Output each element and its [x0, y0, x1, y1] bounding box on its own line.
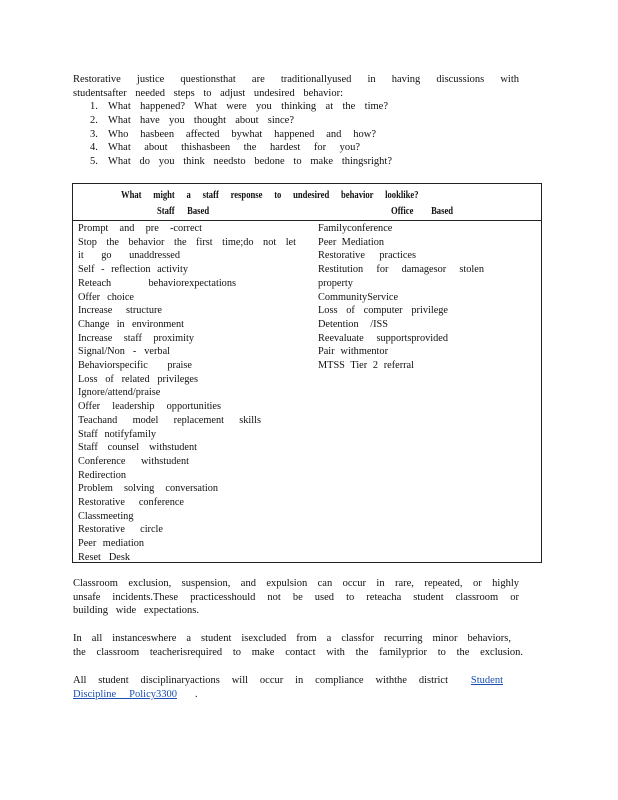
list-item: property	[318, 277, 353, 289]
list-item: Familyconference	[318, 223, 393, 234]
list-item: Reteach behaviorexpectations	[78, 277, 236, 289]
policy-link[interactable]: Discipline Policy3300	[73, 688, 177, 700]
list-item: Loss of computer privilege	[318, 305, 448, 317]
paragraph-line: building wide expectations.	[73, 605, 199, 617]
paragraph-line: the classroom teacherisrequired to make contact with the familyprior to the exclusion.	[73, 646, 523, 658]
paragraph-line: Classroom exclusion, suspension, and expulsion can occur in rare, repeated, or highly	[73, 578, 519, 589]
paragraph-line: In all instanceswhere a student isexcluded from a classfor recurring minor behaviors,	[73, 633, 511, 644]
office-based-header: Office Based	[391, 206, 454, 217]
list-item: 3. Who hasbeen affected bywhat happened and how?	[90, 128, 376, 140]
list-item: Reset Desk	[78, 551, 130, 563]
restorative-questions-list	[90, 100, 392, 169]
list-item: Peer mediation	[78, 538, 144, 550]
list-item: Stop the behavior the first time;do not let	[78, 236, 296, 248]
list-item: Ignore/attend/praise	[78, 387, 161, 399]
list-item: Restorative circle	[78, 524, 163, 536]
list-item: Increase staff proximity	[78, 332, 194, 344]
list-item: Classmeeting	[78, 510, 134, 522]
compliance-paragraph	[73, 674, 519, 701]
list-item: Offer choice	[78, 291, 134, 303]
list-item: Pair withmentor	[318, 346, 388, 358]
list-item: 2. What have you thought about since?	[90, 114, 294, 126]
list-item: Detention /ISS	[318, 318, 388, 330]
table-header	[73, 184, 541, 221]
policy-link[interactable]: Student	[470, 675, 503, 686]
paragraph-end: .	[195, 688, 198, 700]
list-item: Problem solving conversation	[78, 483, 218, 495]
list-item: it go unaddressed	[78, 250, 180, 262]
paragraph-line: unsafe incidents.These practicesshould not be used to reteacha student classroom or	[73, 591, 519, 603]
list-item: Self - reflection activity	[78, 264, 188, 276]
intro-line-1: Restorative justice questionsthat are traditionallyused in having discussions with	[73, 74, 519, 85]
list-item: Redirection	[78, 469, 127, 481]
list-item: Conference withstudent	[78, 455, 189, 467]
list-item: Increase structure	[78, 305, 162, 317]
list-item: Signal/Non - verbal	[78, 346, 170, 358]
exclusion-paragraph	[73, 577, 519, 618]
instances-paragraph	[73, 632, 523, 659]
list-item: Prompt and pre -correct	[78, 223, 202, 234]
intro-line-2: studentsafter needed steps to adjust undesired behavior:	[73, 87, 343, 99]
list-item: Peer Mediation	[318, 236, 384, 248]
list-item: 4. What about thishasbeen the hardest for you?	[90, 142, 360, 154]
list-item: MTSS Tier 2 referral	[318, 360, 414, 372]
list-item: Restitution for damagesor stolen	[318, 264, 484, 276]
list-item: Staff notifyfamily	[78, 428, 156, 440]
list-item: Change in environment	[78, 318, 184, 330]
list-item: Restorative conference	[78, 497, 184, 509]
staff-based-header: Staff Based	[157, 206, 210, 217]
staff-based-column	[78, 222, 296, 565]
list-item: Teachand model replacement skills	[78, 414, 261, 426]
list-item: CommunityService	[318, 291, 399, 303]
intro-paragraph	[73, 73, 519, 100]
table-question: What might a staff response to undesired behavior looklike?	[121, 190, 419, 201]
list-item: Staff counsel withstudent	[78, 442, 197, 454]
list-item: 5. What do you think needsto bedone to make thingsright?	[90, 156, 392, 168]
staff-response-table	[72, 183, 542, 563]
list-item: Loss of related privileges	[78, 373, 198, 385]
list-item: Reevaluate supportsprovided	[318, 332, 448, 344]
paragraph-line: All student disciplinaryactions will occur in compliance withthe district	[73, 675, 448, 686]
list-item: Offer leadership opportunities	[78, 401, 221, 413]
list-item: 1. What happened? What were you thinking at the time?	[90, 101, 388, 112]
list-item: Behaviorspecific praise	[78, 360, 192, 372]
list-item: Restorative practices	[318, 250, 416, 262]
office-based-column	[318, 222, 486, 373]
